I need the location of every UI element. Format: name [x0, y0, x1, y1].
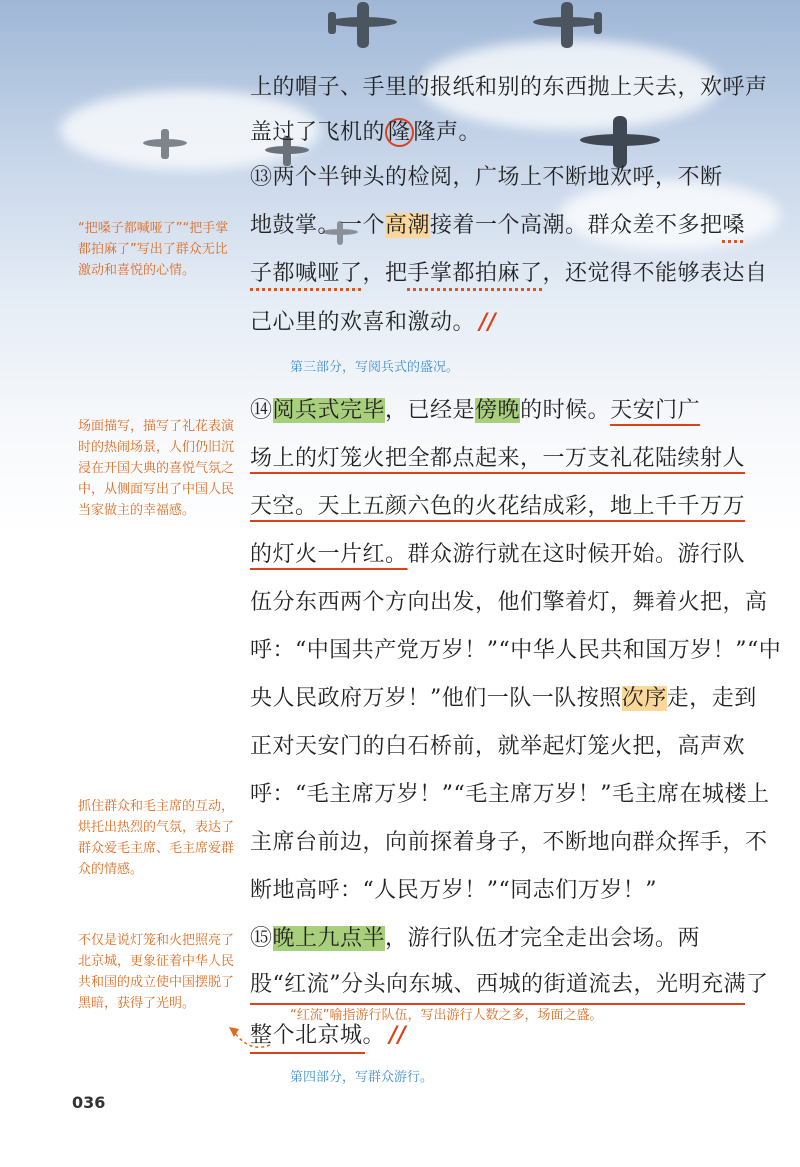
text-line: 央人民政府万岁！”他们一队一队按照次序走，走到 — [250, 686, 757, 711]
highlight-word: 傍晚 — [475, 398, 521, 423]
dotted-emphasis: 子都喊哑了 — [250, 261, 363, 286]
circled-char: 隆 — [385, 118, 414, 147]
text-line: 正对天安门的白石桥前，就举起灯笼火把，高声欢 — [250, 734, 746, 759]
section-note-3: 第三部分，写阅兵式的盛况。 — [290, 360, 460, 375]
underlined-text: 的灯火一片红。 — [250, 542, 408, 567]
airplane-icon — [140, 125, 190, 165]
slash-mark: // — [389, 1022, 407, 1048]
text-line: 子都喊哑了，把手掌都拍麻了，还觉得不能够表达自 — [250, 261, 768, 286]
paragraph-15: ⑮晚上九点半，游行队伍才完全走出会场。两 — [250, 926, 701, 951]
page-number: 036 — [72, 1093, 106, 1112]
text-line: 主席台前边，向前探着身子，不断地向群众挥手，不 — [250, 830, 768, 855]
side-note: “把嗓子都喊哑了”“把手掌都拍麻了”写出了群众无比激动和喜悦的心情。 — [78, 221, 229, 278]
slash-mark: // — [479, 309, 497, 335]
side-note: 场面描写，描写了礼花表演时的热闹场景，人们仍旧沉浸在开国大典的喜悦气氛之中，从侧面写出了中国人民当家做主的幸福感。 — [78, 419, 235, 518]
connector-arrow-icon — [225, 1015, 275, 1055]
text-line: 地鼓掌。一个高潮接着一个高潮。群众差不多把嗓 — [250, 213, 746, 238]
dotted-emphasis: 手掌都拍麻了 — [407, 261, 543, 286]
text-line: 股“红流”分头向东城、西城的街道流去，光明充满了 — [250, 972, 769, 997]
underlined-text: 天空。天上五颜六色的火花结成彩，地上千千万万 — [250, 494, 746, 519]
text-line: 己心里的欢喜和激动。 // — [250, 309, 497, 335]
highlight-word: 高潮 — [385, 213, 431, 238]
side-note: 抓住群众和毛主席的互动，烘托出热烈的气氛，表达了群众爱毛主席、毛主席爱群众的情感。 — [78, 799, 235, 877]
paragraph-13: ⑬两个半钟头的检阅，广场上不断地欢呼，不断 — [250, 165, 723, 190]
text-line: 整个北京城。 // — [250, 1022, 407, 1048]
dotted-emphasis: 嗓 — [722, 213, 746, 238]
underlined-text: 天安门广 — [610, 398, 701, 423]
airplane-icon — [318, 0, 408, 50]
side-note: 不仅是说灯笼和火把照亮了北京城，更象征着中华人民共和国的成立使中国摆脱了黑暗，获得了光明。 — [78, 933, 235, 1011]
highlight-word: 晚上九点半 — [272, 926, 386, 951]
highlight-word: 阅兵式完毕 — [272, 398, 386, 423]
text-line: 盖过了飞机的 隆 隆声。 — [250, 120, 482, 145]
paragraph-14: ⑭阅兵式完毕，已经是傍晚的时候。天安门广 — [250, 398, 701, 423]
text-line — [250, 484, 750, 530]
airplane-icon — [522, 0, 612, 50]
text-line — [250, 436, 750, 482]
text-line: 上的帽子、手里的报纸和别的东西抛上天去，欢呼声 — [250, 75, 768, 100]
section-note-4: 第四部分，写群众游行。 — [290, 1070, 434, 1085]
text-line: 的灯火一片红。群众游行就在这时候开始。游行队 — [250, 542, 746, 567]
text-line: 断地高呼：“人民万岁！”“同志们万岁！” — [250, 878, 657, 903]
text-line: 伍分东西两个方向出发，他们擎着灯，舞着火把，高 — [250, 590, 768, 615]
inline-annotation: “红流”喻指游行队伍，写出游行人数之多，场面之盛。 — [290, 1008, 603, 1023]
text-line: 呼：“毛主席万岁！”“毛主席万岁！”毛主席在城楼上 — [250, 782, 770, 807]
highlight-word: 次序 — [621, 686, 667, 711]
text-line: 呼：“中国共产党万岁！”“中华人民共和国万岁！”“中 — [250, 638, 782, 663]
underlined-text: 场上的灯笼火把全都点起来，一万支礼花陆续射人 — [250, 446, 746, 471]
